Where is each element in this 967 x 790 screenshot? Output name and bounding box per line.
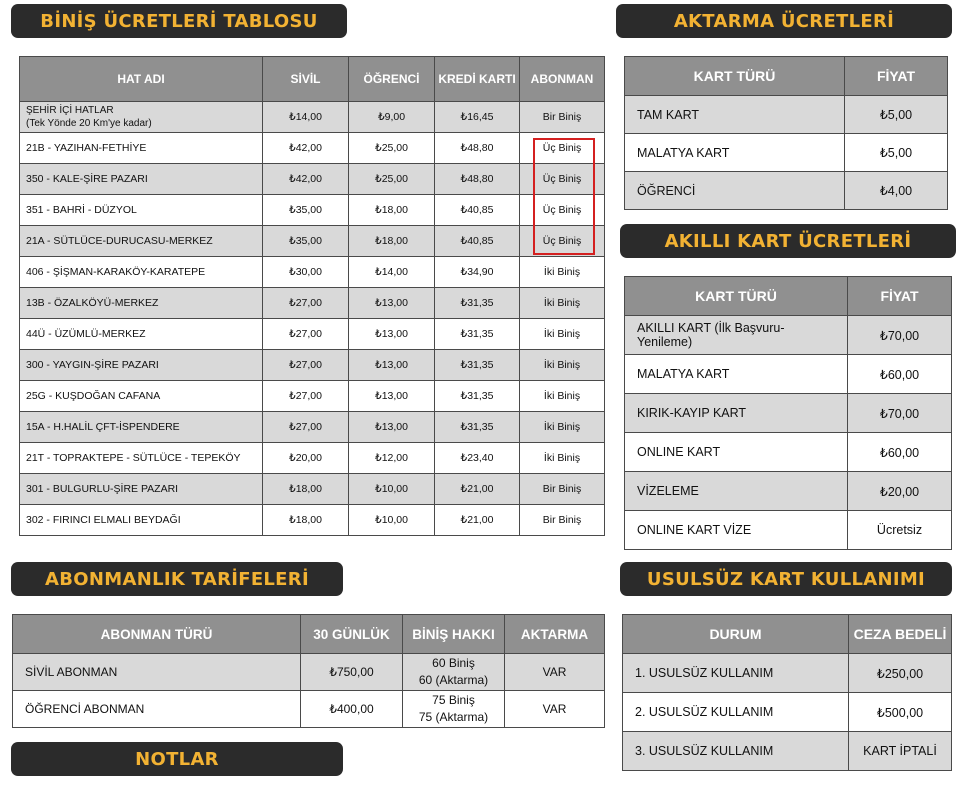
ceza-cell: KART İPTALİ xyxy=(849,732,952,771)
hat-adi-line1: ŞEHİR İÇİ HATLAR xyxy=(26,105,114,116)
kart-turu-cell: TAM KART xyxy=(625,96,845,134)
kart-turu-cell: KIRIK-KAYIP KART xyxy=(625,394,848,433)
fiyat-cell: ₺70,00 xyxy=(848,394,952,433)
column-header-aktarma: AKTARMA xyxy=(505,615,605,654)
table-row xyxy=(20,381,605,412)
kredi-karti-cell: ₺31,35 xyxy=(435,381,520,412)
binis-hakki-line1: 75 Biniş xyxy=(432,693,475,707)
sivil-cell: ₺27,00 xyxy=(263,288,349,319)
abonmanlik-tarifeleri-table xyxy=(12,614,605,728)
sivil-cell: ₺27,00 xyxy=(263,412,349,443)
binis-hakki-cell xyxy=(403,654,505,691)
fiyat-cell: ₺4,00 xyxy=(845,172,948,210)
column-header-kredi-karti: KREDİ KARTI xyxy=(435,57,520,102)
column-header-kart-turu: KART TÜRÜ xyxy=(625,277,848,316)
kredi-karti-cell: ₺21,00 xyxy=(435,474,520,505)
column-header-ceza-bedeli: CEZA BEDELİ xyxy=(849,615,952,654)
table-row xyxy=(20,443,605,474)
column-header-fiyat: FİYAT xyxy=(845,57,948,96)
hat-adi-cell: 351 - BAHRİ - DÜZYOL xyxy=(20,195,263,226)
kredi-karti-cell: ₺40,85 xyxy=(435,226,520,257)
table-row xyxy=(625,316,952,355)
abonmanlik-tarifeleri-banner: ABONMANLIK TARİFELERİ xyxy=(11,562,343,596)
hat-adi-cell: 15A - H.HALİL ÇFT-İSPENDERE xyxy=(20,412,263,443)
kredi-karti-cell: ₺48,80 xyxy=(435,133,520,164)
hat-adi-cell: 302 - FIRINCI ELMALI BEYDAĞI xyxy=(20,505,263,536)
kredi-karti-cell: ₺23,40 xyxy=(435,443,520,474)
kredi-karti-cell: ₺31,35 xyxy=(435,288,520,319)
sivil-cell: ₺42,00 xyxy=(263,164,349,195)
table-row xyxy=(20,102,605,133)
kredi-karti-cell: ₺40,85 xyxy=(435,195,520,226)
usulsuz-kart-kullanimi-banner: USULSÜZ KART KULLANIMI xyxy=(620,562,952,596)
ogrenci-cell: ₺25,00 xyxy=(349,164,435,195)
abonman-cell: Üç Biniş xyxy=(520,226,605,257)
sivil-cell: ₺27,00 xyxy=(263,350,349,381)
aktarma-ucretleri-banner: AKTARMA ÜCRETLERİ xyxy=(616,4,952,38)
kart-turu-cell: VİZELEME xyxy=(625,472,848,511)
ogrenci-cell: ₺13,00 xyxy=(349,319,435,350)
kart-turu-cell: ONLINE KART xyxy=(625,433,848,472)
column-header-abonman: ABONMAN xyxy=(520,57,605,102)
column-header-sivil: SİVİL xyxy=(263,57,349,102)
hat-adi-cell: 13B - ÖZALKÖYÜ-MERKEZ xyxy=(20,288,263,319)
ogrenci-cell: ₺10,00 xyxy=(349,474,435,505)
abonman-cell: İki Biniş xyxy=(520,350,605,381)
table-row xyxy=(625,472,952,511)
aktarma-ucretleri-table xyxy=(624,56,948,210)
table-row xyxy=(20,195,605,226)
hat-adi-cell: 44Ü - ÜZÜMLÜ-MERKEZ xyxy=(20,319,263,350)
table-row xyxy=(20,164,605,195)
hat-adi-cell: 300 - YAYGIN-ŞİRE PAZARI xyxy=(20,350,263,381)
ogrenci-cell: ₺13,00 xyxy=(349,381,435,412)
table-row xyxy=(13,654,605,691)
fiyat-cell: ₺5,00 xyxy=(845,134,948,172)
table-row xyxy=(20,412,605,443)
aktarma-cell: VAR xyxy=(505,691,605,728)
abonman-cell: İki Biniş xyxy=(520,257,605,288)
notlar-banner: NOTLAR xyxy=(11,742,343,776)
kredi-karti-cell: ₺31,35 xyxy=(435,412,520,443)
ogrenci-cell: ₺18,00 xyxy=(349,226,435,257)
ogrenci-cell: ₺12,00 xyxy=(349,443,435,474)
abonman-cell: Bir Biniş xyxy=(520,474,605,505)
table-row xyxy=(13,691,605,728)
abonman-cell: İki Biniş xyxy=(520,319,605,350)
abonman-cell: Üç Biniş xyxy=(520,195,605,226)
abonman-cell: İki Biniş xyxy=(520,412,605,443)
sivil-cell: ₺42,00 xyxy=(263,133,349,164)
table-row xyxy=(625,355,952,394)
durum-cell: 2. USULSÜZ KULLANIM xyxy=(623,693,849,732)
kart-turu-cell: ONLINE KART VİZE xyxy=(625,511,848,550)
hat-adi-cell: 406 - ŞİŞMAN-KARAKÖY-KARATEPE xyxy=(20,257,263,288)
kredi-karti-cell: ₺31,35 xyxy=(435,350,520,381)
binis-hakki-cell xyxy=(403,691,505,728)
table-row xyxy=(20,133,605,164)
kredi-karti-cell: ₺16,45 xyxy=(435,102,520,133)
column-header-kart-turu: KART TÜRÜ xyxy=(625,57,845,96)
table-row xyxy=(20,505,605,536)
table-row xyxy=(625,134,948,172)
abonman-cell: İki Biniş xyxy=(520,443,605,474)
ogrenci-cell: ₺25,00 xyxy=(349,133,435,164)
fiyat-cell: ₺70,00 xyxy=(848,316,952,355)
table-row xyxy=(625,96,948,134)
table-row xyxy=(20,474,605,505)
durum-cell: 1. USULSÜZ KULLANIM xyxy=(623,654,849,693)
abonman-turu-cell: ÖĞRENCİ ABONMAN xyxy=(13,691,301,728)
hat-adi-cell: 21T - TOPRAKTEPE - SÜTLÜCE - TEPEKÖY xyxy=(20,443,263,474)
ceza-cell: ₺250,00 xyxy=(849,654,952,693)
kart-turu-cell: MALATYA KART xyxy=(625,134,845,172)
ogrenci-cell: ₺18,00 xyxy=(349,195,435,226)
sivil-cell: ₺18,00 xyxy=(263,505,349,536)
column-header-30-gunluk: 30 GÜNLÜK xyxy=(301,615,403,654)
gunluk-cell: ₺400,00 xyxy=(301,691,403,728)
hat-adi-line2: (Tek Yönde 20 Km'ye kadar) xyxy=(26,118,152,129)
table-row xyxy=(623,654,952,693)
binis-hakki-line2: 60 (Aktarma) xyxy=(418,673,489,687)
binis-hakki-line2: 75 (Aktarma) xyxy=(418,710,489,724)
table-row xyxy=(625,394,952,433)
table-row xyxy=(20,350,605,381)
table-row xyxy=(20,288,605,319)
sivil-cell: ₺30,00 xyxy=(263,257,349,288)
kredi-karti-cell: ₺34,90 xyxy=(435,257,520,288)
sivil-cell: ₺27,00 xyxy=(263,381,349,412)
kredi-karti-cell: ₺31,35 xyxy=(435,319,520,350)
akilli-kart-ucretleri-banner: AKILLI KART ÜCRETLERİ xyxy=(620,224,956,258)
fiyat-cell: ₺20,00 xyxy=(848,472,952,511)
column-header-fiyat: FİYAT xyxy=(848,277,952,316)
fiyat-cell: ₺5,00 xyxy=(845,96,948,134)
sivil-cell: ₺20,00 xyxy=(263,443,349,474)
ogrenci-cell: ₺10,00 xyxy=(349,505,435,536)
table-row xyxy=(625,511,952,550)
sivil-cell: ₺35,00 xyxy=(263,195,349,226)
kredi-karti-cell: ₺48,80 xyxy=(435,164,520,195)
ogrenci-cell: ₺14,00 xyxy=(349,257,435,288)
abonman-cell: İki Biniş xyxy=(520,381,605,412)
kart-turu-cell: ÖĞRENCİ xyxy=(625,172,845,210)
hat-adi-cell xyxy=(20,102,263,133)
hat-adi-cell: 21A - SÜTLÜCE-DURUCASU-MERKEZ xyxy=(20,226,263,257)
binis-ucretleri-banner: BİNİŞ ÜCRETLERİ TABLOSU xyxy=(11,4,347,38)
column-header-hat-adi: HAT ADI xyxy=(20,57,263,102)
kart-turu-cell: MALATYA KART xyxy=(625,355,848,394)
column-header-binis-hakki: BİNİŞ HAKKI xyxy=(403,615,505,654)
sivil-cell: ₺18,00 xyxy=(263,474,349,505)
ogrenci-cell: ₺13,00 xyxy=(349,288,435,319)
column-header-abonman-turu: ABONMAN TÜRÜ xyxy=(13,615,301,654)
column-header-ogrenci: ÖĞRENCİ xyxy=(349,57,435,102)
sivil-cell: ₺35,00 xyxy=(263,226,349,257)
aktarma-cell: VAR xyxy=(505,654,605,691)
table-row xyxy=(20,257,605,288)
kredi-karti-cell: ₺21,00 xyxy=(435,505,520,536)
sivil-cell: ₺27,00 xyxy=(263,319,349,350)
binis-ucretleri-table xyxy=(19,56,605,536)
hat-adi-cell: 301 - BULGURLU-ŞİRE PAZARI xyxy=(20,474,263,505)
kart-turu-cell: AKILLI KART (İlk Başvuru-Yenileme) xyxy=(625,316,848,355)
ogrenci-cell: ₺13,00 xyxy=(349,412,435,443)
gunluk-cell: ₺750,00 xyxy=(301,654,403,691)
durum-cell: 3. USULSÜZ KULLANIM xyxy=(623,732,849,771)
abonman-cell: Üç Biniş xyxy=(520,164,605,195)
ceza-cell: ₺500,00 xyxy=(849,693,952,732)
usulsuz-kart-kullanimi-table xyxy=(622,614,952,771)
table-row xyxy=(625,172,948,210)
fiyat-cell: ₺60,00 xyxy=(848,355,952,394)
table-row xyxy=(623,693,952,732)
hat-adi-cell: 21B - YAZIHAN-FETHİYE xyxy=(20,133,263,164)
binis-hakki-line1: 60 Biniş xyxy=(432,656,475,670)
fiyat-cell: ₺60,00 xyxy=(848,433,952,472)
abonman-cell: Üç Biniş xyxy=(520,133,605,164)
table-row xyxy=(20,226,605,257)
table-row xyxy=(625,433,952,472)
sivil-cell: ₺14,00 xyxy=(263,102,349,133)
column-header-durum: DURUM xyxy=(623,615,849,654)
ogrenci-cell: ₺13,00 xyxy=(349,350,435,381)
akilli-kart-ucretleri-table xyxy=(624,276,952,550)
hat-adi-cell: 350 - KALE-ŞİRE PAZARI xyxy=(20,164,263,195)
ogrenci-cell: ₺9,00 xyxy=(349,102,435,133)
abonman-cell: Bir Biniş xyxy=(520,505,605,536)
abonman-cell: İki Biniş xyxy=(520,288,605,319)
table-row xyxy=(623,732,952,771)
abonman-turu-cell: SİVİL ABONMAN xyxy=(13,654,301,691)
fiyat-cell: Ücretsiz xyxy=(848,511,952,550)
hat-adi-cell: 25G - KUŞDOĞAN CAFANA xyxy=(20,381,263,412)
abonman-cell: Bir Biniş xyxy=(520,102,605,133)
table-row xyxy=(20,319,605,350)
